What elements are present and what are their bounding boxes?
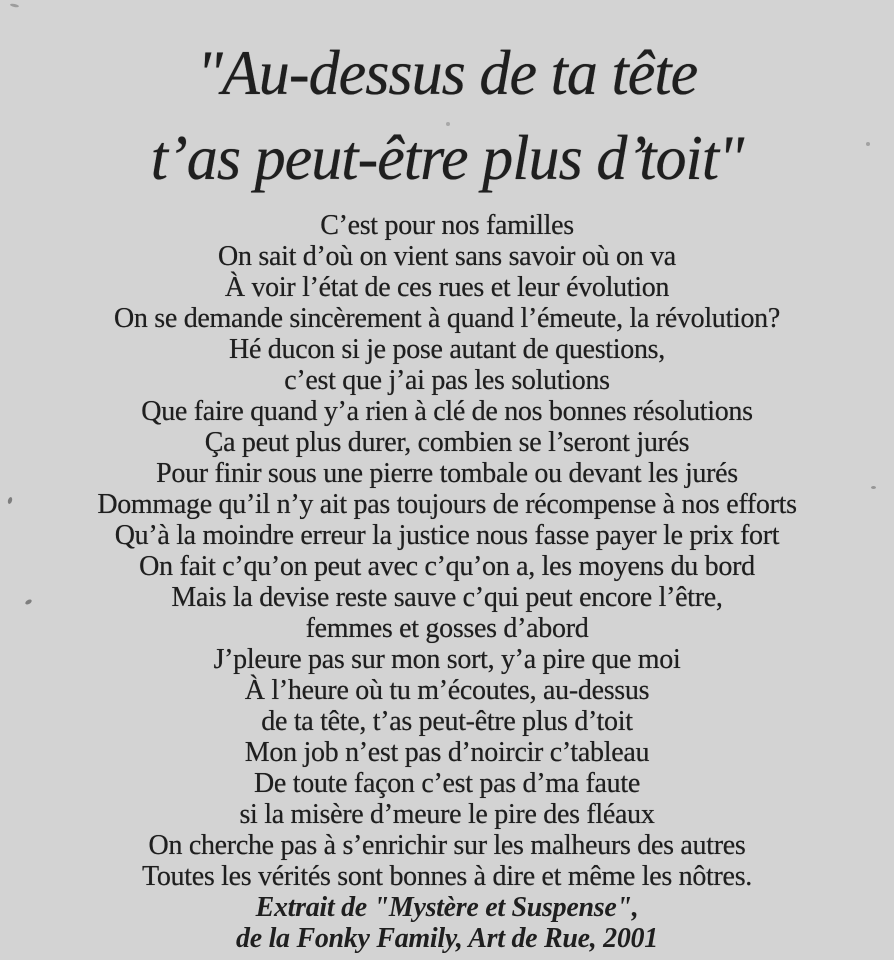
lyric-line: Mon job n’est pas d’noircir c’tableau xyxy=(244,737,650,768)
attribution xyxy=(0,892,894,954)
lyric-line: On sait d’où on vient sans savoir où on va xyxy=(218,241,676,272)
lyric-line: Pour finir sous une pierre tombale ou devant les jurés xyxy=(156,458,738,489)
lyric-line: Hé ducon si je pose autant de questions, xyxy=(229,334,665,365)
lyric-line: On cherche pas à s’enrichir sur les malheurs des autres xyxy=(148,830,746,861)
attribution-artist: de la Fonky Family, Art de Rue, 2001 xyxy=(236,923,658,954)
lyric-line: si la misère d’meure le pire des fléaux xyxy=(239,799,655,830)
lyric-line: J’pleure pas sur mon sort, y’a pire que moi xyxy=(213,644,681,675)
title-line-1: "Au-dessus de ta tête xyxy=(196,37,698,108)
lyric-line: À l’heure où tu m’écoutes, au-dessus xyxy=(244,675,650,706)
lyric-line: Toutes les vérités sont bonnes à dire et même les nôtres. xyxy=(141,861,752,892)
lyric-line: Qu’à la moindre erreur la justice nous fasse payer le prix fort xyxy=(114,520,780,551)
scan-speck xyxy=(446,122,450,126)
title-line-2: t’as peut-être plus d’toit" xyxy=(150,122,744,193)
lyric-line: On fait c’qu’on peut avec c’qu’on a, les moyens du bord xyxy=(139,551,755,582)
scan-speck xyxy=(866,142,870,146)
lyric-line: c’est que j’ai pas les solutions xyxy=(284,365,610,396)
lyric-line: On se demande sincèrement à quand l’émeute, la révolution? xyxy=(113,303,780,334)
lyric-line: À voir l’état de ces rues et leur évolution xyxy=(224,272,670,303)
lyric-line: femmes et gosses d’abord xyxy=(305,613,589,644)
lyric-line: de ta tête, t’as peut-être plus d’toit xyxy=(261,706,633,737)
lyrics-body xyxy=(0,210,894,892)
attribution-source: Extrait de "Mystère et Suspense", xyxy=(255,892,639,923)
lyric-line: Ça peut plus durer, combien se l’seront jurés xyxy=(204,427,690,458)
lyric-line: Que faire quand y’a rien à clé de nos bonnes résolutions xyxy=(141,396,753,427)
lyric-line: Mais la devise reste sauve c’qui peut encore l’être, xyxy=(171,582,723,613)
lyric-line: C’est pour nos familles xyxy=(320,210,574,241)
lyric-line: Dommage qu’il n’y ait pas toujours de récompense à nos efforts xyxy=(97,489,797,520)
page-title xyxy=(0,0,894,200)
lyric-line: De toute façon c’est pas d’ma faute xyxy=(254,768,640,799)
scan-speck xyxy=(871,486,876,489)
